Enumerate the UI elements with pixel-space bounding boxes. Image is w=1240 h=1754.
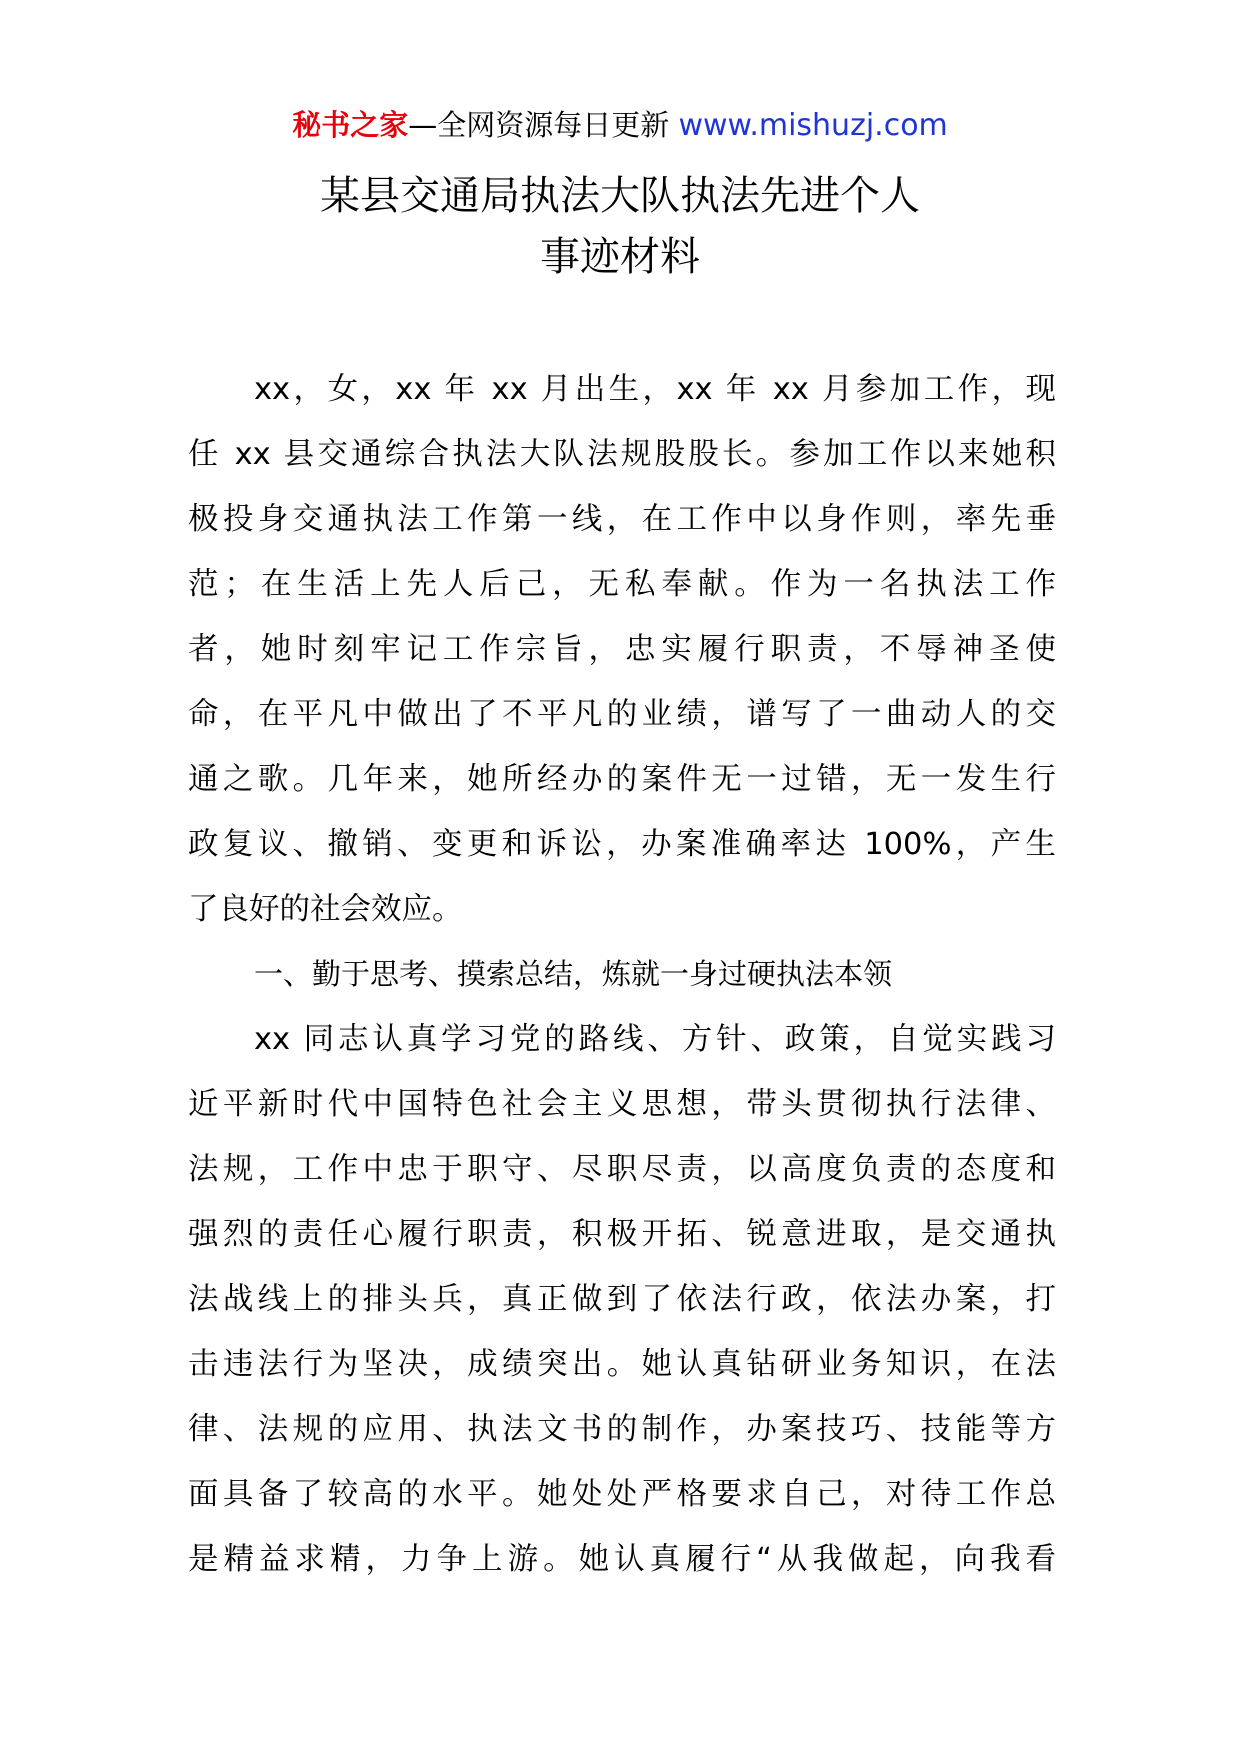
body-line: 者，她时刻牢记工作宗旨，忠实履行职责，不辱神圣使 <box>188 632 1056 667</box>
body-line: 面具备了较高的水平。她处处严格要求自己，对待工作总 <box>188 1477 1056 1512</box>
body-line: 范；在生活上先人后己，无私奉献。作为一名执法工作 <box>188 567 1056 602</box>
body-line: 法规，工作中忠于职守、尽职尽责，以高度负责的态度和 <box>188 1152 1056 1187</box>
document-title <box>0 166 1240 288</box>
title-line-1: 某县交通局执法大队执法先进个人 <box>320 173 920 219</box>
body-line: 击违法行为坚决，成绩突出。她认真钻研业务知识，在法 <box>188 1347 1056 1382</box>
body-line: 法战线上的排头兵，真正做到了依法行政，依法办案，打 <box>188 1282 1056 1317</box>
body-line: 任 xx 县交通综合执法大队法规股股长。参加工作以来她积 <box>188 437 1056 472</box>
brand-name: 秘书之家 <box>292 108 409 142</box>
body-line: 了良好的社会效应。 <box>188 892 463 927</box>
body-line: xx 同志认真学习党的路线、方针、政策，自觉实践习 <box>254 1022 1056 1057</box>
body-line: 政复议、撤销、变更和诉讼，办案准确率达 100%，产生 <box>188 827 1056 862</box>
body-line: 通之歌。几年来，她所经办的案件无一过错，无一发生行 <box>188 762 1056 797</box>
document-body <box>188 357 1056 1592</box>
body-line: xx，女，xx 年 xx 月出生，xx 年 xx 月参加工作，现 <box>254 372 1056 407</box>
header-tagline: —全网资源每日更新 <box>408 108 670 142</box>
body-line: 强烈的责任心履行职责，积极开拓、锐意进取，是交通执 <box>188 1217 1056 1252</box>
title-line-2: 事迹材料 <box>540 234 700 280</box>
site-url-link[interactable]: www.mishuzj.com <box>678 108 948 143</box>
body-line: 近平新时代中国特色社会主义思想，带头贯彻执行法律、 <box>188 1087 1056 1122</box>
section-heading: 一、勤于思考、摸索总结，炼就一身过硬执法本领 <box>254 957 893 991</box>
body-line: 是精益求精，力争上游。她认真履行“从我做起，向我看 <box>188 1542 1056 1577</box>
site-header <box>0 100 1240 151</box>
body-line: 律、法规的应用、执法文书的制作，办案技巧、技能等方 <box>188 1412 1056 1447</box>
body-line: 命，在平凡中做出了不平凡的业绩，谱写了一曲动人的交 <box>188 697 1056 732</box>
body-line: 极投身交通执法工作第一线，在工作中以身作则，率先垂 <box>188 502 1056 537</box>
